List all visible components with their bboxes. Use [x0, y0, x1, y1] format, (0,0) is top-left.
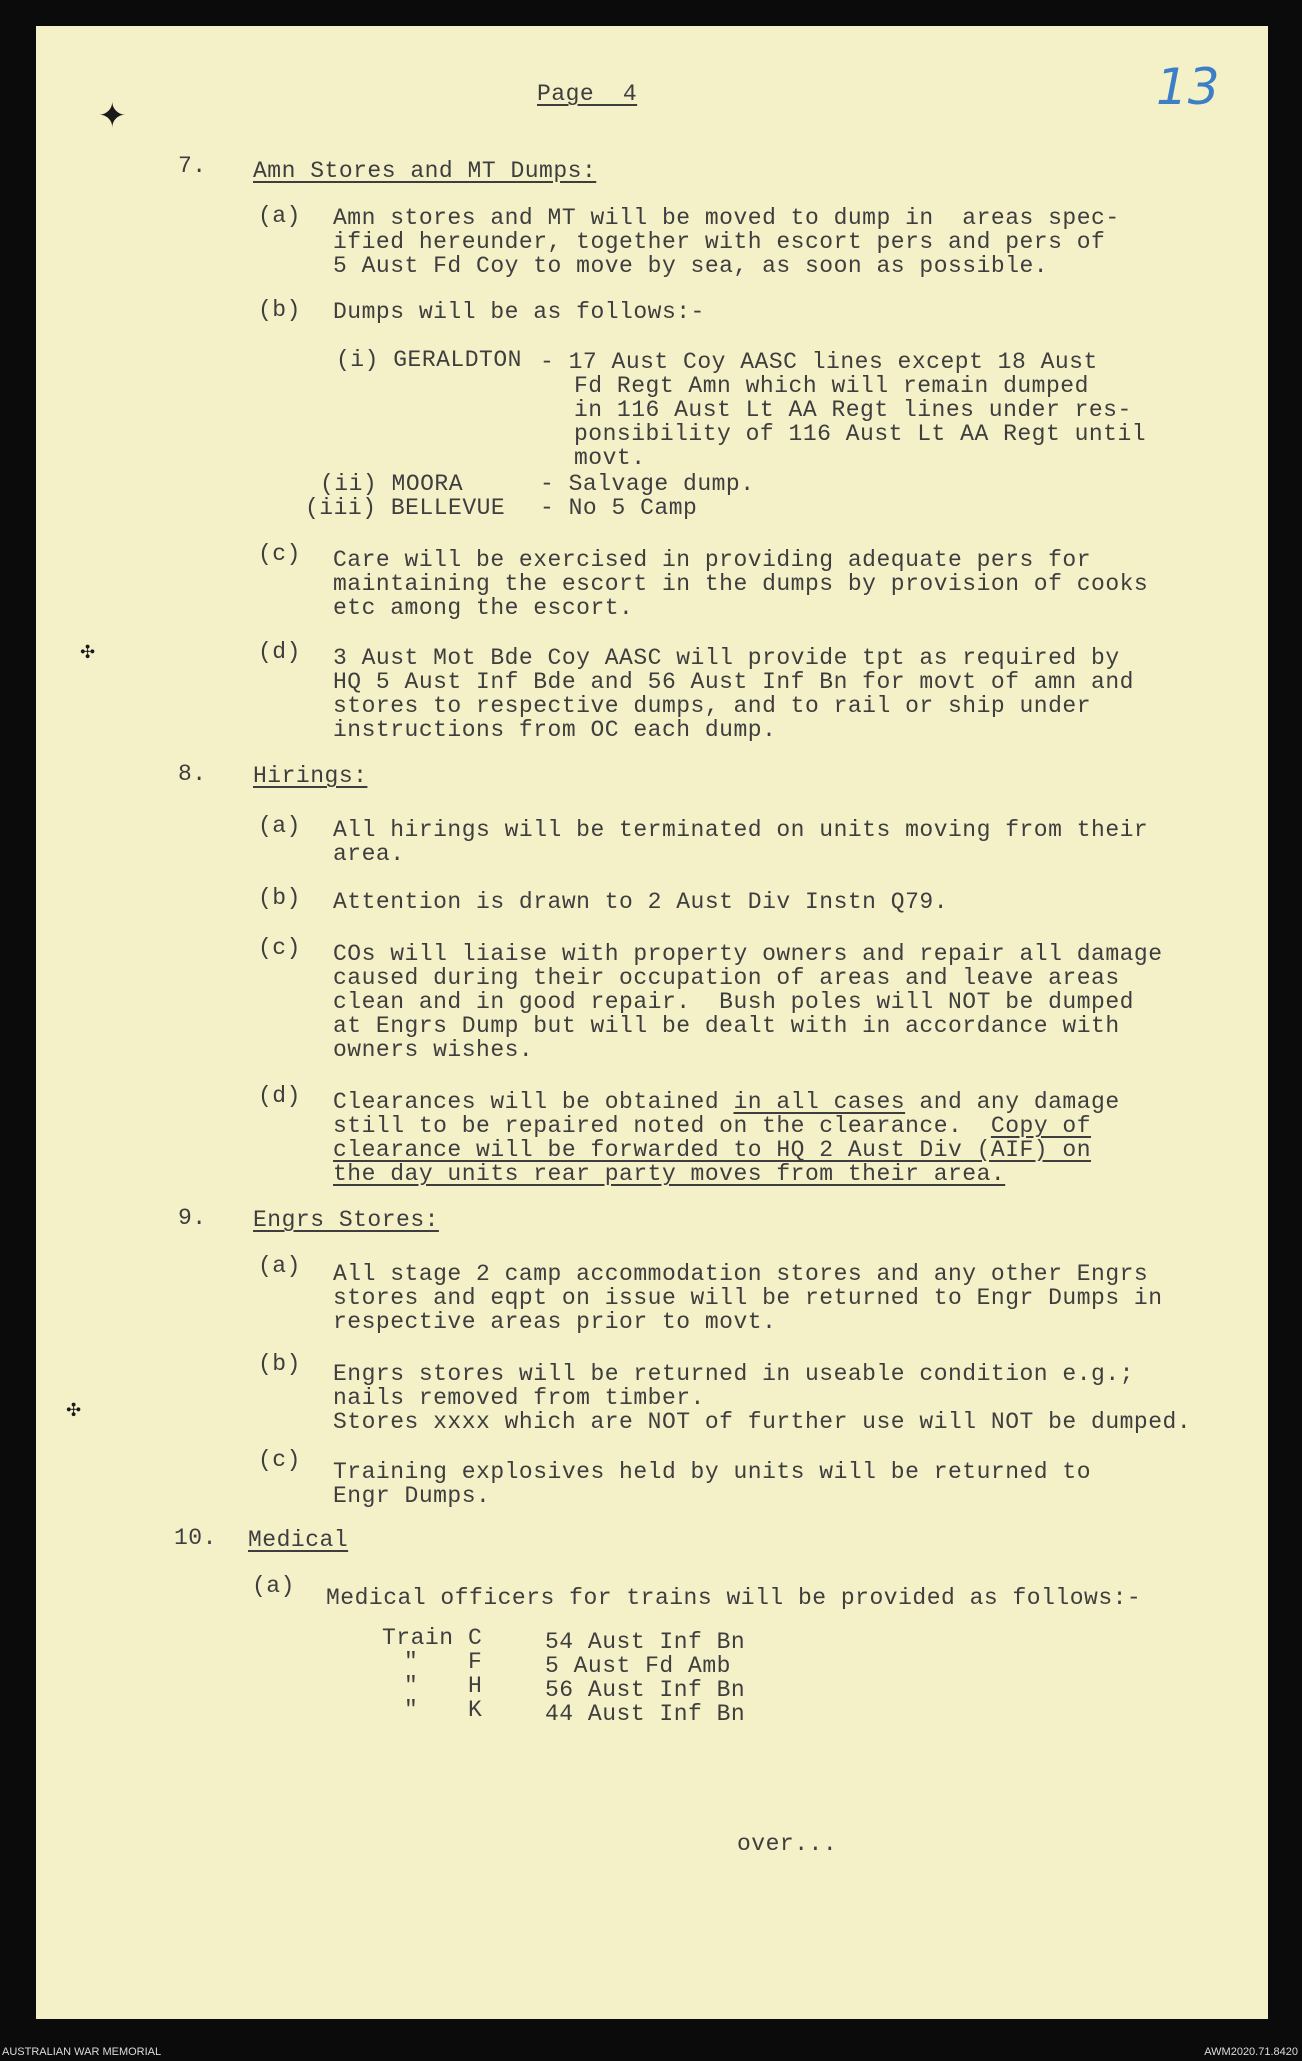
dump-moora-label: (ii) MOORA	[320, 471, 464, 497]
s7-d-line: instructions from OC each dump.	[333, 717, 777, 743]
train-row-pre: "	[404, 1673, 419, 1699]
s8-a-line: area.	[333, 841, 405, 867]
train-row-pre: Train	[382, 1625, 454, 1651]
footer-accession: AWM2020.71.8420	[1204, 2046, 1298, 2058]
s9-c-label: (c)	[258, 1447, 301, 1473]
s9-c-line: Training explosives held by units will be returned to	[333, 1459, 1092, 1485]
s8-d-line	[333, 1090, 1120, 1114]
s7-a-label: (a)	[258, 203, 301, 229]
s8-d-line: clearance will be forwarded to HQ 2 Aust Div (AIF) on	[333, 1137, 1092, 1163]
dump-bellevue-label: (iii) BELLEVUE	[305, 495, 506, 521]
s8-c-line: owners wishes.	[333, 1037, 534, 1063]
section-7-title: Amn Stores and MT Dumps:	[253, 158, 597, 184]
s7-a-line: ified hereunder, together with escort pers and pers of	[333, 229, 1106, 255]
s8-d-label: (d)	[258, 1083, 301, 1109]
punch-hole-mark: ✦	[98, 96, 127, 136]
s9-c-line: Engr Dumps.	[333, 1483, 491, 1509]
s8-a-label: (a)	[258, 813, 301, 839]
continued-over: over...	[737, 1831, 838, 1857]
section-8-title: Hirings:	[253, 763, 368, 789]
s8-a-line: All hirings will be terminated on units moving from their	[333, 817, 1149, 843]
s7-a-line: Amn stores and MT will be moved to dump in areas spec-	[333, 205, 1120, 231]
dump-geraldton-line: movt.	[574, 445, 646, 471]
train-row-train: K	[468, 1697, 483, 1723]
s7-c-line: etc among the escort.	[333, 595, 634, 621]
train-row-train: F	[468, 1649, 483, 1675]
s8-d-line: the day units rear party moves from their area.	[333, 1161, 1006, 1187]
s8-b-label: (b)	[258, 885, 301, 911]
s9-a-line: respective areas prior to movt.	[333, 1309, 777, 1335]
s8-d-text: still to be repaired noted on the clearance.	[333, 1113, 991, 1139]
section-9-number: 9.	[178, 1205, 207, 1231]
dump-geraldton-line: in 116 Aust Lt AA Regt lines under res-	[574, 397, 1132, 423]
s8-d-emphasis: Copy of	[990, 1113, 1092, 1139]
train-row-train: C	[468, 1625, 483, 1651]
s8-c-line: COs will liaise with property owners and repair all damage	[333, 941, 1163, 967]
dump-geraldton-label: (i) GERALDTON	[336, 347, 522, 373]
train-row-pre: "	[404, 1649, 419, 1675]
s8-d-emphasis: in all cases	[733, 1089, 906, 1115]
margin-mark: ✣	[80, 642, 96, 663]
s8-d-text: and any damage	[905, 1089, 1120, 1115]
folio-number: 13	[1156, 58, 1220, 116]
section-10-title: Medical	[248, 1527, 349, 1553]
s7-c-line: Care will be exercised in providing adequate pers for	[333, 547, 1092, 573]
dump-bellevue-text: - No 5 Camp	[540, 495, 698, 521]
section-10-number: 10.	[174, 1525, 217, 1551]
dump-geraldton-line: ponsibility of 116 Aust Lt AA Regt until	[574, 421, 1147, 447]
s8-c-line: caused during their occupation of areas and leave areas	[333, 965, 1120, 991]
train-row-train: H	[468, 1673, 483, 1699]
s7-c-label: (c)	[258, 541, 301, 567]
s8-c-line: clean and in good repair. Bush poles will NOT be dumped	[333, 989, 1134, 1015]
s10-a-label: (a)	[252, 1573, 295, 1599]
footer-institution: AUSTRALIAN WAR MEMORIAL	[2, 2046, 162, 2058]
train-row-unit: 44 Aust Inf Bn	[545, 1701, 746, 1727]
s10-a-text: Medical officers for trains will be provided as follows:-	[326, 1585, 1142, 1611]
dump-moora-text: - Salvage dump.	[540, 471, 755, 497]
s7-b-label: (b)	[258, 297, 301, 323]
train-row-unit: 54 Aust Inf Bn	[545, 1629, 746, 1655]
s8-b-text: Attention is drawn to 2 Aust Div Instn Q79.	[333, 889, 948, 915]
section-9-title: Engrs Stores:	[253, 1207, 439, 1233]
dump-geraldton-line: - 17 Aust Coy AASC lines except 18 Aust	[540, 349, 1098, 375]
s7-d-line: 3 Aust Mot Bde Coy AASC will provide tpt as required by	[333, 645, 1120, 671]
s9-a-label: (a)	[258, 1253, 301, 1279]
section-7-number: 7.	[178, 153, 207, 179]
s9-a-line: stores and eqpt on issue will be returned to Engr Dumps in	[333, 1285, 1163, 1311]
s8-d-text: Clearances will be obtained	[333, 1089, 734, 1115]
train-row-unit: 5 Aust Fd Amb	[545, 1653, 731, 1679]
s9-b-line: Engrs stores will be returned in useable condition e.g.;	[333, 1361, 1134, 1387]
s7-a-line: 5 Aust Fd Coy to move by sea, as soon as possible.	[333, 253, 1049, 279]
dump-geraldton-line: Fd Regt Amn which will remain dumped	[574, 373, 1089, 399]
margin-mark: ✣	[66, 1400, 82, 1421]
s7-d-line: stores to respective dumps, and to rail or ship under	[333, 693, 1092, 719]
s8-d-line	[333, 1114, 1091, 1138]
s7-c-line: maintaining the escort in the dumps by provision of cooks	[333, 571, 1149, 597]
s8-c-label: (c)	[258, 935, 301, 961]
section-8-number: 8.	[178, 761, 207, 787]
s7-d-label: (d)	[258, 639, 301, 665]
page-number: Page 4	[537, 81, 638, 107]
s9-b-line: nails removed from timber.	[333, 1385, 705, 1411]
train-row-pre: "	[404, 1697, 419, 1723]
train-row-unit: 56 Aust Inf Bn	[545, 1677, 746, 1703]
s8-c-line: at Engrs Dump but will be dealt with in accordance with	[333, 1013, 1120, 1039]
s9-a-line: All stage 2 camp accommodation stores and any other Engrs	[333, 1261, 1149, 1287]
s9-b-label: (b)	[258, 1351, 301, 1377]
s7-b-text: Dumps will be as follows:-	[333, 299, 705, 325]
s9-b-line: Stores xxxx which are NOT of further use will NOT be dumped.	[333, 1409, 1192, 1435]
s7-d-line: HQ 5 Aust Inf Bde and 56 Aust Inf Bn for movt of amn and	[333, 669, 1134, 695]
